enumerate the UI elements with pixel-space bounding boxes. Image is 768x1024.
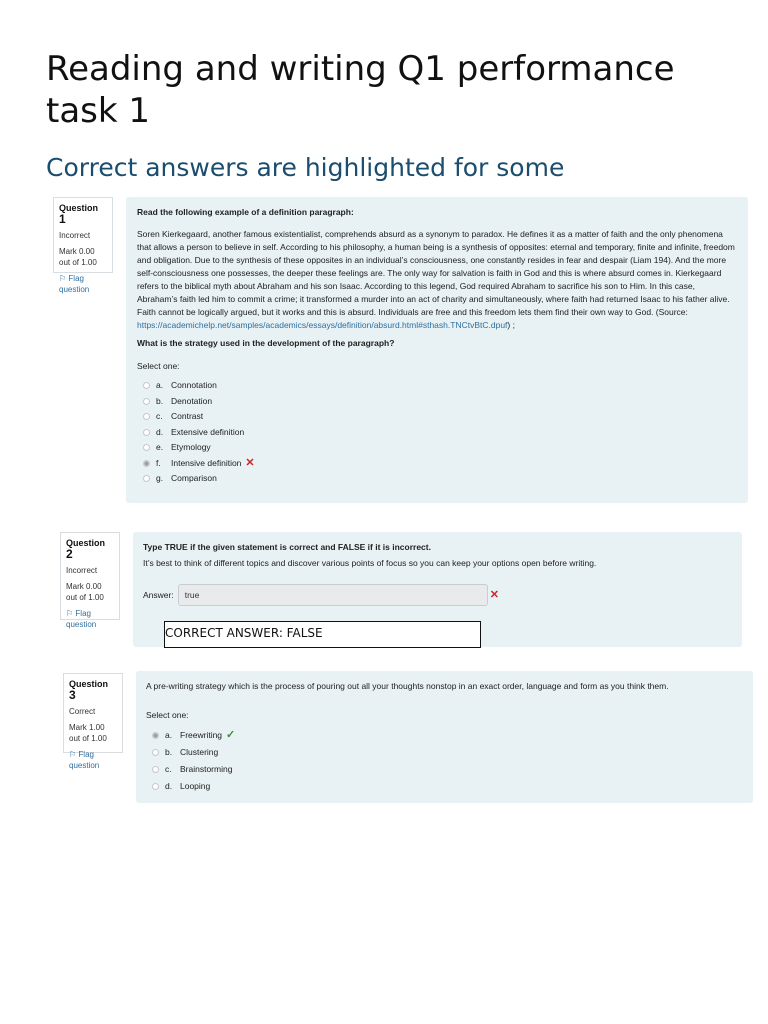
option-a[interactable]: a. Connotation	[143, 378, 737, 394]
question-2-flag-button[interactable]: ⚐ Flag question	[66, 609, 97, 629]
answer-input[interactable]: true	[178, 584, 488, 606]
option-c[interactable]: c. Contrast	[143, 409, 737, 425]
question-1-info	[53, 197, 113, 294]
question-2-statement: It’s best to think of different topics and discover various points of focus so you can keep your options open before writing.	[143, 558, 597, 568]
radio-button-selected[interactable]	[143, 460, 150, 467]
correct-answer-note: CORRECT ANSWER: FALSE	[164, 621, 481, 648]
question-3-prompt: A pre-writing strategy which is the process of pouring out all your thoughts nonstop in an exact order, language and form as you think them.	[146, 681, 669, 691]
question-2-number: Question 2	[66, 538, 106, 561]
question-3-flag-button[interactable]: ⚐ Flag question	[69, 750, 100, 770]
page-title: Reading and writing Q1 performance task 1	[46, 49, 675, 131]
question-3-info	[63, 673, 123, 770]
question-1-paragraph: Soren Kierkegaard, another famous existentialist, comprehends absurd as a synonym to paradox. He defines it as a matter of faith and the only phenomena that allows a person to believe in self. According to his philosophy, a human being is a synthesis of opposites: eternal and temporary, finite and infinite, freedom and obligation. Due to the synthesis of these opposites in an individual’s consciousness, one constantly resides in fear and despair (Liam 194). And the more self-consciousness one possesses, the deeper these feelings are. The only way for salvation is faith in God and this is where absurd comes in. Kierkegaard refers to the biblical myth about Abraham and his son Isaac. According to this legend, God required Abraham to sacrifice his son to Him. In this case, Abraham’s faith led him to commit a crime; it transformed a murder into an act of charity and simultaneously, where faith had returned Isaac to his father alive. Faith cannot be logically argued, but it works and this is absurd. Individuals are free and this freedom lets them find their own way to God. (Source: https://academichelp.net/samples/academics/essays/definition/absurd.html#sthash.TNCtvBtC.dpuf) ;	[137, 229, 735, 330]
question-2-state: Incorrect	[66, 566, 98, 575]
question-2-answer-row	[143, 584, 732, 606]
incorrect-icon: ✕	[489, 588, 499, 601]
radio-button[interactable]	[143, 429, 150, 436]
radio-button-selected[interactable]	[152, 732, 159, 739]
question-3-options	[146, 727, 743, 795]
flag-icon: ⚐	[69, 750, 77, 759]
question-2-info	[60, 532, 120, 629]
option-a[interactable]: a. Freewriting ✓	[152, 727, 743, 744]
option-d[interactable]: d. Looping	[152, 778, 743, 795]
question-1-heading: Read the following example of a definition paragraph:	[137, 207, 354, 217]
radio-button[interactable]	[152, 749, 159, 756]
question-2-grade: Mark 0.00 out of 1.00	[66, 582, 104, 602]
question-1-number: Question 1	[59, 203, 99, 226]
question-1-content	[126, 197, 748, 503]
radio-button[interactable]	[143, 444, 150, 451]
question-1-state: Incorrect	[59, 231, 91, 240]
question-3-content	[136, 671, 753, 803]
question-3-grade: Mark 1.00 out of 1.00	[69, 723, 107, 743]
question-1-prompt: What is the strategy used in the development of the paragraph?	[137, 338, 395, 348]
radio-button[interactable]	[143, 413, 150, 420]
question-3-number: Question 3	[69, 679, 109, 702]
question-1-select-one: Select one:	[137, 361, 180, 371]
question-3-state: Correct	[69, 707, 96, 716]
radio-button[interactable]	[143, 475, 150, 482]
option-f[interactable]: f. Intensive definition ✕	[143, 456, 737, 472]
option-e[interactable]: e. Etymology	[143, 440, 737, 456]
radio-button[interactable]	[152, 766, 159, 773]
page-subtitle: Correct answers are highlighted for some	[46, 153, 565, 182]
option-c[interactable]: c. Brainstorming	[152, 761, 743, 778]
radio-button[interactable]	[143, 382, 150, 389]
flag-icon: ⚐	[59, 274, 67, 283]
answer-label: Answer:	[143, 589, 174, 600]
option-b[interactable]: b. Clustering	[152, 744, 743, 761]
radio-button[interactable]	[152, 783, 159, 790]
radio-button[interactable]	[143, 398, 150, 405]
incorrect-icon: ✕	[245, 456, 255, 469]
source-link[interactable]: https://academichelp.net/samples/academics/essays/definition/absurd.html#sthash.TNCtvBtC.dpuf	[137, 320, 508, 330]
option-d[interactable]: d. Extensive definition	[143, 425, 737, 441]
question-1-options	[137, 378, 737, 487]
question-2-heading: Type TRUE if the given statement is correct and FALSE if it is incorrect.	[143, 542, 431, 552]
option-g[interactable]: g. Comparison	[143, 471, 737, 487]
option-b[interactable]: b. Denotation	[143, 394, 737, 410]
question-1-grade: Mark 0.00 out of 1.00	[59, 247, 97, 267]
question-1-flag-button[interactable]: ⚐ Flag question	[59, 274, 90, 294]
check-icon: ✓	[226, 729, 236, 741]
flag-icon: ⚐	[66, 609, 74, 618]
question-3-select-one: Select one:	[146, 710, 189, 720]
